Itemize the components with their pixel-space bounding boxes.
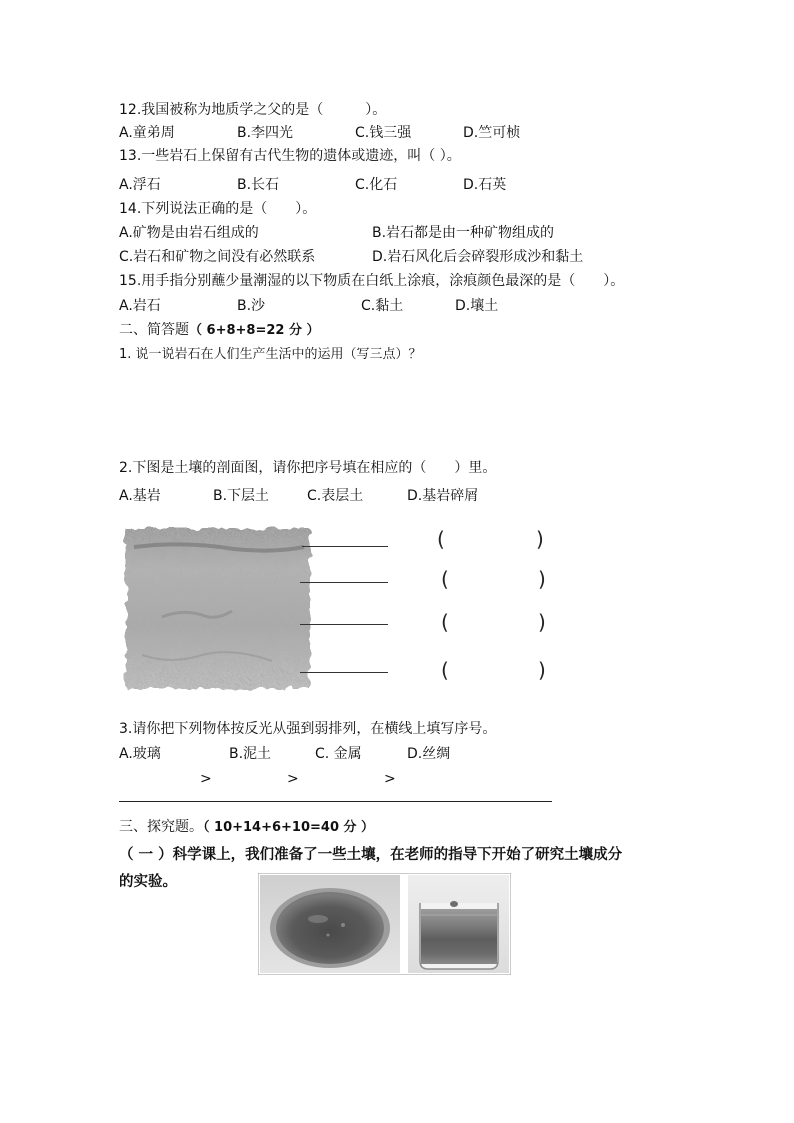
greater-than-3: > [384, 771, 396, 787]
q14-option-d: D.岩石风化后会碎裂形成沙和黏土 [372, 249, 584, 265]
section3-intro-line2: 的实验。 [119, 874, 177, 890]
q13-stem: 13.一些岩石上保留有古代生物的遗体或遗迹，叫（ ）。 [119, 148, 461, 164]
section2-title-points: （ 6+8+8=22 分 ） [189, 323, 320, 338]
section3-title [119, 818, 374, 837]
q12-option-c: C.钱三强 [355, 125, 412, 141]
section2-q2-option-a: A.基岩 [119, 488, 161, 504]
section2-title-prefix: 二、简答题 [119, 322, 189, 338]
q14-option-c: C.岩石和矿物之间没有必然联系 [119, 249, 316, 265]
answer-paren-4-open: ( [441, 658, 449, 682]
answer-paren-1-close: ) [536, 527, 544, 551]
section3-title-prefix: 三、探究题。 [119, 819, 203, 835]
q13-option-c: C.化石 [355, 177, 398, 193]
leader-line-3 [300, 624, 388, 625]
greater-than-1: > [200, 771, 212, 787]
answer-paren-3-close: ) [538, 610, 546, 634]
q13-option-d: D.石英 [463, 177, 507, 193]
section2-q2-option-b: B.下层土 [213, 488, 270, 504]
answer-paren-1-open: ( [437, 527, 445, 551]
leader-line-4 [300, 672, 388, 673]
answer-paren-2-close: ) [538, 567, 546, 591]
leader-line-2 [300, 582, 388, 583]
section2-q3-option-a: A.玻璃 [119, 746, 161, 762]
q13-option-a: A.浮石 [119, 177, 161, 193]
section3-title-points: （ 10+14+6+10=40 分 ） [203, 820, 375, 835]
section3-intro-line1: （ 一 ）科学课上，我们准备了一些土壤，在老师的指导下开始了研究土壤成分 [119, 847, 623, 863]
section2-title [119, 321, 319, 340]
q15-option-a: A.岩石 [119, 298, 161, 314]
section2-q2-stem: 2.下图是土壤的剖面图，请你把序号填在相应的（ ）里。 [119, 460, 497, 476]
q15-stem: 15.用手指分别蘸少量潮湿的以下物质在白纸上涂痕，涂痕颜色最深的是（ ）。 [119, 273, 625, 289]
section2-q3-option-d: D.丝绸 [407, 746, 451, 762]
section2-q2-option-c: C.表层土 [307, 488, 364, 504]
q13-option-b: B.长石 [237, 177, 280, 193]
answer-line [119, 801, 552, 802]
q12-stem: 12.我国被称为地质学之父的是（ ）。 [119, 102, 387, 118]
greater-than-2: > [287, 771, 299, 787]
answer-paren-2-open: ( [441, 567, 449, 591]
q15-option-c: C.黏土 [361, 298, 404, 314]
q14-stem: 14.下列说法正确的是（ ）。 [119, 201, 317, 217]
section2-q3-option-b: B.泥土 [229, 746, 272, 762]
q15-option-d: D.壤土 [455, 298, 499, 314]
soil-profile-image [122, 525, 314, 693]
section2-q3-option-c: C. 金属 [315, 746, 362, 762]
soil-experiment-photo [258, 873, 511, 975]
section2-q1: 1. 说一说岩石在人们生产生活中的运用（写三点）？ [119, 347, 422, 362]
q12-option-a: A.童弟周 [119, 125, 175, 141]
q15-option-b: B.沙 [237, 298, 266, 314]
section2-q2-option-d: D.基岩碎屑 [407, 488, 479, 504]
q12-option-d: D.竺可桢 [463, 125, 521, 141]
q12-option-b: B.李四光 [237, 125, 294, 141]
section2-q3-stem: 3.请你把下列物体按反光从强到弱排列，在横线上填写序号。 [119, 721, 497, 737]
leader-line-1 [302, 546, 388, 547]
q14-option-a: A.矿物是由岩石组成的 [119, 225, 259, 241]
answer-paren-3-open: ( [441, 610, 449, 634]
answer-paren-4-close: ) [538, 658, 546, 682]
q14-option-b: B.岩石都是由一种矿物组成的 [372, 225, 555, 241]
